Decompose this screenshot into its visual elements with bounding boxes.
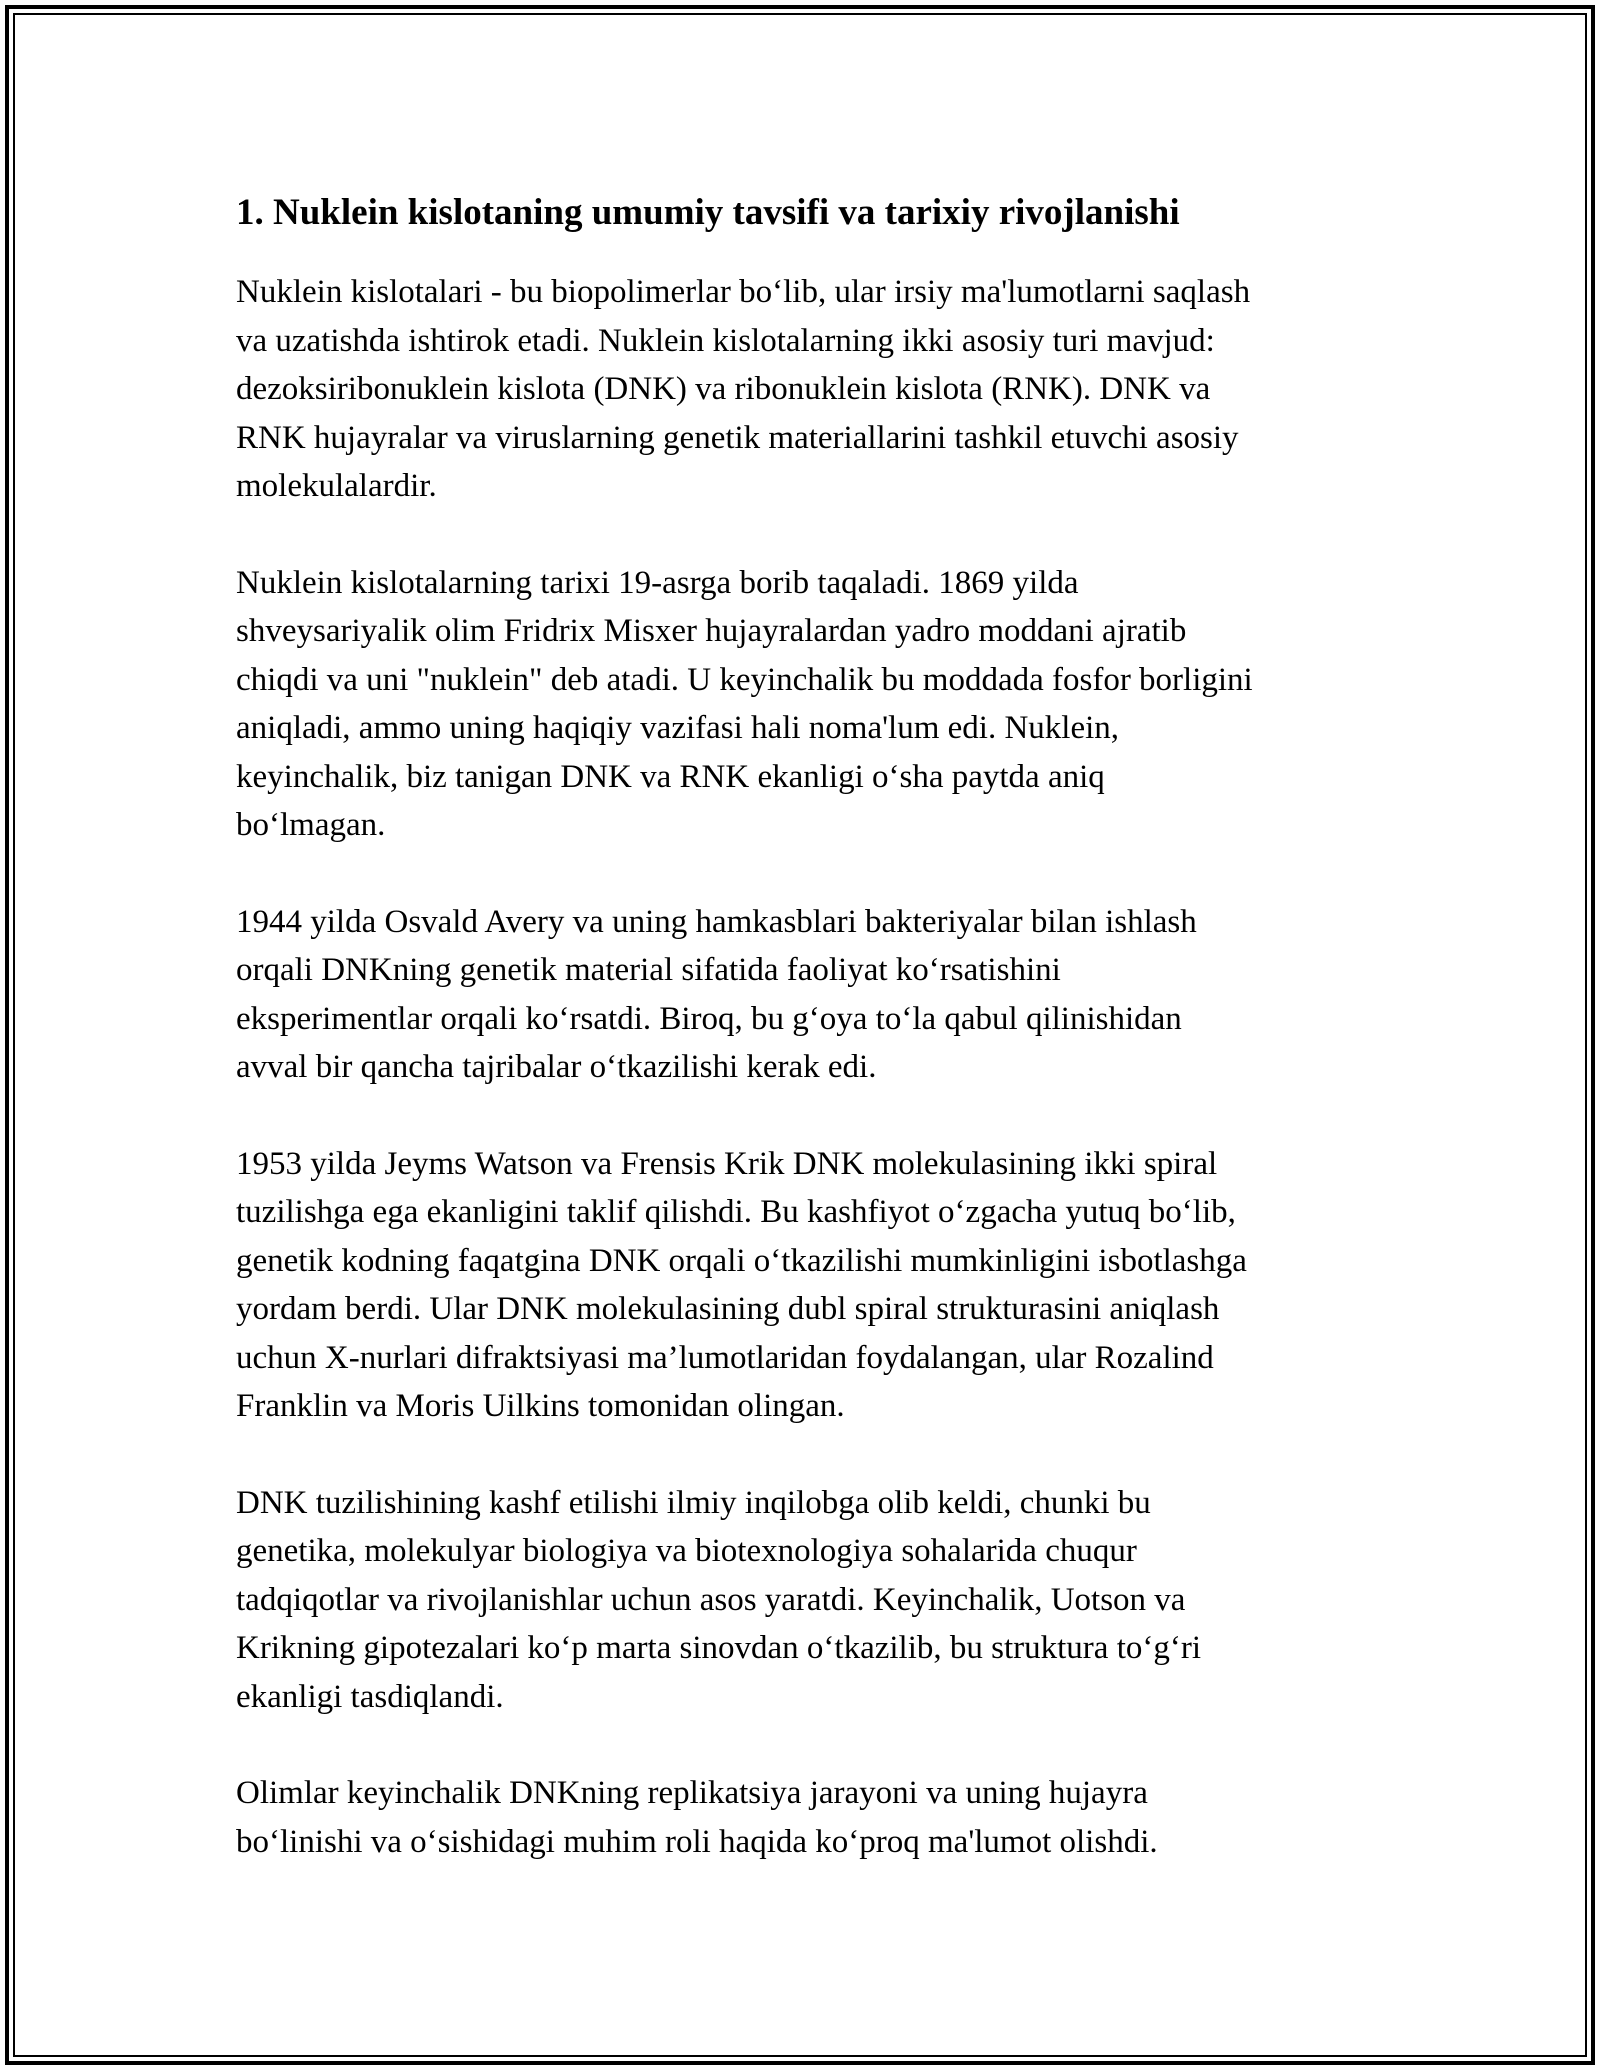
text-line: yordam berdi. Ular DNK molekulasining dubl spiral strukturasini aniqlash (236, 1291, 1220, 1327)
text-line: Nuklein kislotalarning tarixi 19-asrga borib taqaladi. 1869 yilda (236, 564, 1079, 601)
text-line: Nuklein kislotalari - bu biopolimerlar bo‘lib, ular irsiy ma'lumotlarni saqlash (236, 274, 1251, 310)
text-line: 1944 yilda Osvald Avery va uning hamkasblari bakteriyalar bilan ishlash (236, 903, 1197, 940)
paragraph-history-1944 (236, 898, 1386, 1092)
text-line: va uzatishda ishtirok etadi. Nuklein kislotalarning ikki asosiy turi mavjud: (236, 322, 1215, 359)
text-line: Olimlar keyinchalik DNKning replikatsiya jarayoni va uning hujayra (236, 1775, 1148, 1811)
text-line: ekanligi tasdiqlandi. (236, 1678, 504, 1715)
text-line: uchun X-nurlari difraktsiyasi ma’lumotlaridan foydalangan, ular Rozalind (236, 1339, 1214, 1376)
text-line: Krikning gipotezalari ko‘p marta sinovdan o‘tkazilib, bu struktura to‘g‘ri (236, 1630, 1201, 1666)
text-line: aniqladi, ammo uning haqiqiy vazifasi hali noma'lum edi. Nuklein, (236, 710, 1120, 746)
text-line: keyinchalik, biz tanigan DNK va RNK ekanligi o‘sha paytda aniq (236, 758, 1105, 795)
paragraph-replication (236, 1769, 1386, 1866)
paragraph-history-1953 (236, 1140, 1386, 1431)
text-line: shveysariyalik olim Fridrix Misxer hujayralardan yadro moddani ajratib (236, 613, 1187, 649)
text-line: 1953 yilda Jeyms Watson va Frensis Krik DNK molekulasining ikki spiral (236, 1145, 1218, 1182)
paragraph-overview (236, 268, 1386, 511)
text-line: dezoksiribonuklein kislota (DNK) va ribonuklein kislota (RNK). DNK va (236, 371, 1211, 407)
text-line: genetika, molekulyar biologiya va biotexnologiya sohalarida chuqur (236, 1533, 1137, 1569)
text-line: eksperimentlar orqali ko‘rsatdi. Biroq, bu g‘oya to‘la qabul qilinishidan (236, 1000, 1182, 1037)
text-line: tadqiqotlar va rivojlanishlar uchun asos yaratdi. Keyinchalik, Uotson va (236, 1581, 1186, 1618)
text-line: tuzilishga ega ekanligini taklif qilishdi. Bu kashfiyot o‘zgacha yutuq bo‘lib, (236, 1194, 1236, 1230)
text-line: avval bir qancha tajribalar o‘tkazilishi kerak edi. (236, 1049, 877, 1085)
paragraph-history-1869 (236, 559, 1386, 850)
text-line: RNK hujayralar va viruslarning genetik materiallarini tashkil etuvchi asosiy (236, 419, 1239, 456)
section-heading: 1. Nuklein kislotaning umumiy tavsifi va tarixiy rivojlanishi (236, 192, 1180, 233)
text-line: genetik kodning faqatgina DNK orqali o‘tkazilishi mumkinligini isbotlashga (236, 1242, 1247, 1279)
document-body (236, 186, 1386, 1914)
text-line: DNK tuzilishining kashf etilishi ilmiy inqilobga olib keldi, chunki bu (236, 1484, 1151, 1521)
text-line: molekulalardir. (236, 468, 437, 504)
paragraph-impact (236, 1479, 1386, 1722)
text-line: bo‘lmagan. (236, 807, 386, 843)
text-line: chiqdi va uni "nuklein" deb atadi. U keyinchalik bu moddada fosfor borligini (236, 661, 1253, 698)
text-line: Franklin va Moris Uilkins tomonidan olingan. (236, 1388, 845, 1424)
text-line: bo‘linishi va o‘sishidagi muhim roli haqida ko‘proq ma'lumot olishdi. (236, 1823, 1158, 1860)
text-line: orqali DNKning genetik material sifatida faoliyat ko‘rsatishini (236, 952, 1061, 988)
